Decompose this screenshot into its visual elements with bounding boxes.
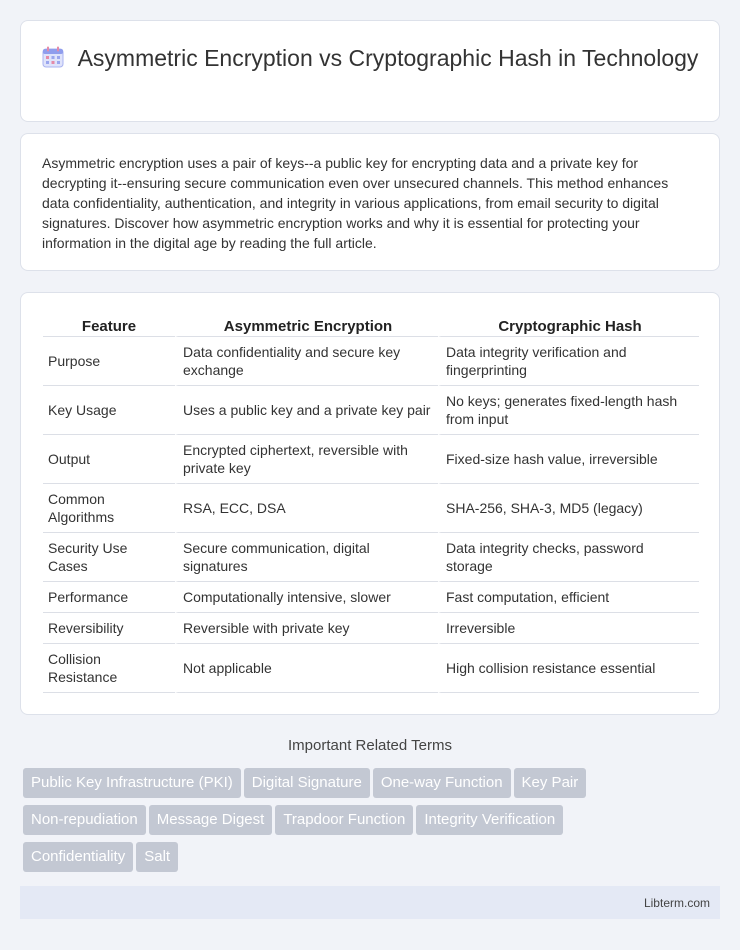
table-header-row (43, 315, 699, 337)
term-tag[interactable]: One-way Function (373, 768, 511, 798)
hash-cell: Data integrity verification and fingerprinting (438, 337, 699, 386)
feature-cell: Security Use Cases (43, 533, 175, 582)
table-row (43, 386, 699, 435)
footer (20, 886, 720, 919)
comparison-card (20, 292, 720, 715)
asymmetric-cell: Encrypted ciphertext, reversible with private key (175, 435, 438, 484)
table-row (43, 533, 699, 582)
comparison-table (43, 315, 699, 693)
related-terms-heading: Important Related Terms (288, 737, 452, 754)
asymmetric-cell: RSA, ECC, DSA (175, 484, 438, 533)
asymmetric-cell: Secure communication, digital signatures (175, 533, 438, 582)
page-title-wrap (21, 44, 719, 73)
table-row (43, 337, 699, 386)
hash-cell: High collision resistance essential (438, 644, 699, 693)
asymmetric-cell: Computationally intensive, slower (175, 582, 438, 613)
footer-site-link[interactable]: Libterm.com (643, 896, 710, 910)
feature-cell: Key Usage (43, 386, 175, 435)
calendar-icon (42, 46, 64, 68)
feature-cell: Collision Resistance (43, 644, 175, 693)
asymmetric-cell: Data confidentiality and secure key exchange (175, 337, 438, 386)
column-header-feature: Feature (43, 315, 175, 337)
page-title: Asymmetric Encryption vs Cryptographic Hash in Technology (77, 45, 699, 71)
asymmetric-cell: Reversible with private key (175, 613, 438, 644)
table-row (43, 435, 699, 484)
hash-cell: No keys; generates fixed-length hash from input (438, 386, 699, 435)
term-tag[interactable]: Digital Signature (244, 768, 370, 798)
table-row (43, 484, 699, 533)
table-row (43, 613, 699, 644)
intro-card (20, 133, 720, 271)
asymmetric-cell: Uses a public key and a private key pair (175, 386, 438, 435)
feature-cell: Reversibility (43, 613, 175, 644)
feature-cell: Output (43, 435, 175, 484)
feature-cell: Performance (43, 582, 175, 613)
column-header-hash: Cryptographic Hash (438, 315, 699, 337)
intro-text: Asymmetric encryption uses a pair of keys--a public key for encrypting data and a private key for decrypting it--ensuring secure communication even over unsecured channels. This method enhances data confidentiality, authentication, and integrity in various applications, from email security to digital signatures. Discover how asymmetric encryption works and why it is essential for protecting your information in the digital age by reading the full article. (42, 155, 669, 251)
table-row (43, 582, 699, 613)
term-tag[interactable]: Public Key Infrastructure (PKI) (23, 768, 241, 798)
column-header-asymmetric: Asymmetric Encryption (175, 315, 438, 337)
header-card (20, 20, 720, 122)
related-terms-list (23, 768, 643, 879)
term-tag[interactable]: Non-repudiation (23, 805, 146, 835)
term-tag[interactable]: Key Pair (514, 768, 587, 798)
asymmetric-cell: Not applicable (175, 644, 438, 693)
hash-cell: Irreversible (438, 613, 699, 644)
feature-cell: Common Algorithms (43, 484, 175, 533)
term-tag[interactable]: Message Digest (149, 805, 273, 835)
hash-cell: Fixed-size hash value, irreversible (438, 435, 699, 484)
term-tag[interactable]: Salt (136, 842, 178, 872)
term-tag[interactable]: Integrity Verification (416, 805, 563, 835)
feature-cell: Purpose (43, 337, 175, 386)
term-tag[interactable]: Confidentiality (23, 842, 133, 872)
hash-cell: Data integrity checks, password storage (438, 533, 699, 582)
table-row (43, 644, 699, 693)
hash-cell: SHA-256, SHA-3, MD5 (legacy) (438, 484, 699, 533)
term-tag[interactable]: Trapdoor Function (275, 805, 413, 835)
hash-cell: Fast computation, efficient (438, 582, 699, 613)
